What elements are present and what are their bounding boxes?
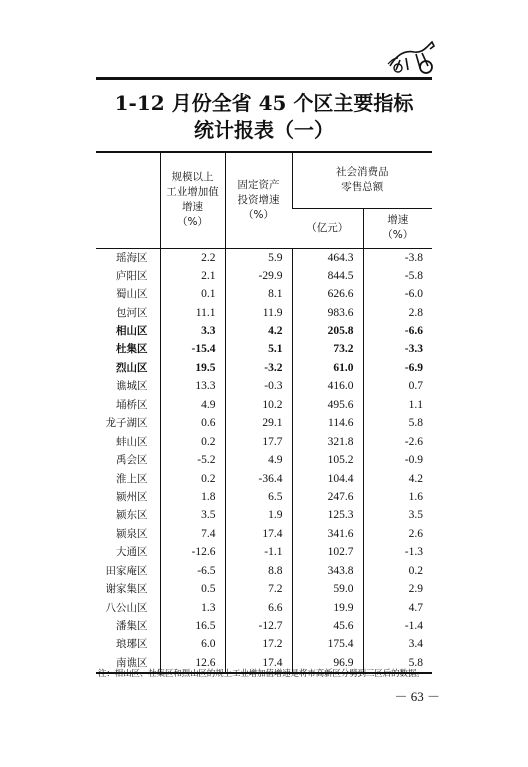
- retail-sales-cell: 205.8: [292, 322, 363, 340]
- investment-growth-cell: 5.9: [225, 248, 292, 267]
- industry-growth-cell: -12.6: [160, 543, 225, 561]
- header-industry-growth: 规模以上 工业增加值 增速 （%）: [160, 152, 225, 248]
- table-row: [96, 451, 432, 469]
- industry-growth-cell: 2.2: [160, 248, 225, 267]
- district-name: 包河区: [116, 306, 148, 319]
- retail-sales-cell: 983.6: [292, 303, 363, 321]
- table-row: [96, 359, 432, 377]
- industry-growth-cell: 11.1: [160, 303, 225, 321]
- investment-growth-cell: 4.9: [225, 451, 292, 469]
- district-name: 瑶海区: [116, 251, 148, 264]
- header-investment-growth: 固定资产 投资增速 （%）: [225, 152, 292, 248]
- retail-growth-cell: 2.9: [363, 580, 432, 598]
- industry-growth-cell: 0.1: [160, 285, 225, 303]
- investment-growth-cell: 6.5: [225, 488, 292, 506]
- retail-sales-cell: 73.2: [292, 340, 363, 358]
- retail-growth-cell: -0.9: [363, 451, 432, 469]
- industry-growth-cell: -5.2: [160, 451, 225, 469]
- table-row: [96, 396, 432, 414]
- investment-growth-cell: 29.1: [225, 414, 292, 432]
- retail-growth-cell: 2.8: [363, 303, 432, 321]
- retail-sales-cell: 125.3: [292, 506, 363, 524]
- retail-sales-cell: 61.0: [292, 359, 363, 377]
- investment-growth-cell: 1.9: [225, 506, 292, 524]
- retail-sales-cell: 96.9: [292, 654, 363, 673]
- table-row: [96, 248, 432, 267]
- industry-growth-cell: 16.5: [160, 617, 225, 635]
- table-row: [96, 580, 432, 598]
- table-row: [96, 525, 432, 543]
- district-name: 琅琊区: [116, 638, 148, 651]
- investment-growth-cell: 17.7: [225, 432, 292, 450]
- district-name: 淮上区: [116, 472, 148, 485]
- investment-growth-cell: 8.1: [225, 285, 292, 303]
- district-name: 相山区: [116, 325, 148, 338]
- district-name: 烈山区: [116, 361, 148, 374]
- investment-growth-cell: -36.4: [225, 469, 292, 487]
- page-number: － 63 －: [394, 689, 440, 704]
- industry-growth-cell: 12.6: [160, 654, 225, 673]
- district-name: 庐阳区: [116, 269, 148, 282]
- industry-growth-cell: 2.1: [160, 267, 225, 285]
- industry-growth-cell: -6.5: [160, 562, 225, 580]
- district-name: 八公山区: [105, 601, 148, 614]
- investment-growth-cell: -29.9: [225, 267, 292, 285]
- industry-growth-cell: 7.4: [160, 525, 225, 543]
- industry-growth-cell: 6.0: [160, 635, 225, 653]
- investment-growth-cell: 17.4: [225, 525, 292, 543]
- district-name: 颍泉区: [116, 527, 148, 540]
- district-name: 蚌山区: [116, 435, 148, 448]
- header-rule: [96, 77, 432, 80]
- retail-growth-cell: 3.5: [363, 506, 432, 524]
- retail-growth-cell: -3.3: [363, 340, 432, 358]
- investment-growth-cell: 6.6: [225, 598, 292, 616]
- retail-sales-cell: 175.4: [292, 635, 363, 653]
- retail-growth-cell: -2.6: [363, 432, 432, 450]
- retail-sales-cell: 102.7: [292, 543, 363, 561]
- district-name: 颍东区: [116, 509, 148, 522]
- retail-growth-cell: 4.7: [363, 598, 432, 616]
- retail-sales-cell: 114.6: [292, 414, 363, 432]
- table-row: [96, 267, 432, 285]
- retail-sales-cell: 343.8: [292, 562, 363, 580]
- industry-growth-cell: 0.5: [160, 580, 225, 598]
- retail-sales-cell: 104.4: [292, 469, 363, 487]
- district-name: 杜集区: [116, 343, 148, 356]
- industry-growth-cell: 3.3: [160, 322, 225, 340]
- footnote: 注：相山区、杜集区和烈山区的规上工业增加值增速是将市高新区分劈到三区后的数据。: [98, 668, 425, 678]
- industry-growth-cell: 4.9: [160, 396, 225, 414]
- district-name: 谯城区: [116, 380, 148, 393]
- table-row: [96, 303, 432, 321]
- table-row: [96, 377, 432, 395]
- retail-sales-cell: 341.6: [292, 525, 363, 543]
- industry-growth-cell: 1.8: [160, 488, 225, 506]
- district-name: 禹会区: [116, 454, 148, 467]
- retail-growth-cell: -3.8: [363, 248, 432, 267]
- horse-logo-icon: [386, 36, 440, 76]
- investment-growth-cell: 4.2: [225, 322, 292, 340]
- investment-growth-cell: 10.2: [225, 396, 292, 414]
- retail-sales-cell: 464.3: [292, 248, 363, 267]
- investment-growth-cell: -3.2: [225, 359, 292, 377]
- district-name: 大通区: [116, 546, 148, 559]
- industry-growth-cell: 0.2: [160, 469, 225, 487]
- page-title: [96, 90, 432, 144]
- retail-growth-cell: 1.1: [363, 396, 432, 414]
- investment-growth-cell: 8.8: [225, 562, 292, 580]
- statistics-table: [96, 151, 432, 674]
- retail-growth-cell: -1.3: [363, 543, 432, 561]
- district-name: 龙子湖区: [105, 417, 148, 430]
- title-line-2: 统计报表（一）: [194, 118, 334, 142]
- investment-growth-cell: -1.1: [225, 543, 292, 561]
- retail-growth-cell: -1.4: [363, 617, 432, 635]
- retail-sales-cell: 59.0: [292, 580, 363, 598]
- retail-sales-cell: 19.9: [292, 598, 363, 616]
- district-name: 谢家集区: [105, 583, 148, 596]
- table-row: [96, 469, 432, 487]
- retail-growth-cell: -5.8: [363, 267, 432, 285]
- retail-growth-cell: -6.9: [363, 359, 432, 377]
- investment-growth-cell: -0.3: [225, 377, 292, 395]
- industry-growth-cell: 19.5: [160, 359, 225, 377]
- industry-growth-cell: 1.3: [160, 598, 225, 616]
- industry-growth-cell: 0.2: [160, 432, 225, 450]
- district-name: 蜀山区: [116, 288, 148, 301]
- investment-growth-cell: 5.1: [225, 340, 292, 358]
- investment-growth-cell: 11.9: [225, 303, 292, 321]
- table-row: [96, 617, 432, 635]
- retail-sales-cell: 45.6: [292, 617, 363, 635]
- district-name: 颍州区: [116, 490, 148, 503]
- retail-sales-cell: 105.2: [292, 451, 363, 469]
- district-name: 田家庵区: [105, 564, 148, 577]
- table-row: [96, 414, 432, 432]
- table-row: [96, 543, 432, 561]
- investment-growth-cell: 7.2: [225, 580, 292, 598]
- retail-growth-cell: -6.0: [363, 285, 432, 303]
- table-row: [96, 506, 432, 524]
- investment-growth-cell: 17.4: [225, 654, 292, 673]
- header-district: [96, 152, 160, 248]
- retail-growth-cell: 5.8: [363, 414, 432, 432]
- table-row: [96, 598, 432, 616]
- retail-growth-cell: 2.6: [363, 525, 432, 543]
- header-retail-unit: （亿元）: [292, 208, 363, 248]
- industry-growth-cell: 13.3: [160, 377, 225, 395]
- retail-sales-cell: 495.6: [292, 396, 363, 414]
- table-row: [96, 432, 432, 450]
- district-name: 潘集区: [116, 620, 148, 633]
- header-retail-sales: 社会消费品 零售总额: [292, 152, 432, 208]
- header-retail-growth: 增速 （%）: [363, 208, 432, 248]
- table-row: [96, 488, 432, 506]
- table-row: [96, 340, 432, 358]
- district-name: 南谯区: [96, 654, 160, 673]
- table-row: [96, 285, 432, 303]
- retail-growth-cell: 1.6: [363, 488, 432, 506]
- industry-growth-cell: 3.5: [160, 506, 225, 524]
- retail-growth-cell: 0.7: [363, 377, 432, 395]
- retail-growth-cell: 4.2: [363, 469, 432, 487]
- table-row: [96, 562, 432, 580]
- investment-growth-cell: -12.7: [225, 617, 292, 635]
- investment-growth-cell: 17.2: [225, 635, 292, 653]
- industry-growth-cell: 0.6: [160, 414, 225, 432]
- district-name: 埇桥区: [116, 398, 148, 411]
- retail-sales-cell: 321.8: [292, 432, 363, 450]
- table-row: [96, 635, 432, 653]
- retail-growth-cell: 3.4: [363, 635, 432, 653]
- retail-sales-cell: 626.6: [292, 285, 363, 303]
- retail-sales-cell: 247.6: [292, 488, 363, 506]
- retail-growth-cell: 5.8: [363, 654, 432, 673]
- title-line-1: 1-12 月份全省 45 个区主要指标: [114, 91, 414, 115]
- retail-growth-cell: 0.2: [363, 562, 432, 580]
- industry-growth-cell: -15.4: [160, 340, 225, 358]
- retail-sales-cell: 416.0: [292, 377, 363, 395]
- retail-growth-cell: -6.6: [363, 322, 432, 340]
- retail-sales-cell: 844.5: [292, 267, 363, 285]
- table-row: [96, 322, 432, 340]
